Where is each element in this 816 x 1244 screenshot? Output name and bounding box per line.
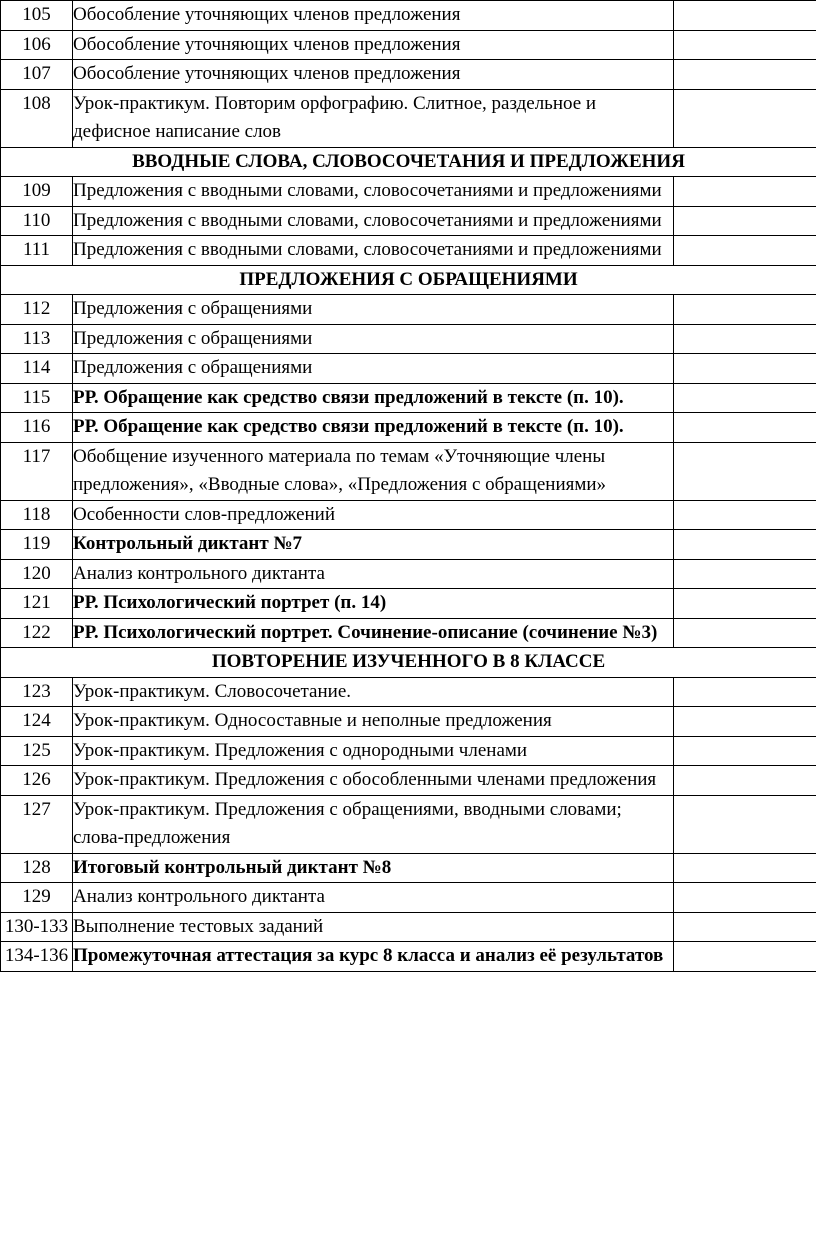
lesson-row bbox=[1, 883, 816, 913]
lesson-date-cell bbox=[674, 942, 816, 972]
section-title: ВВОДНЫЕ СЛОВА, СЛОВОСОЧЕТАНИЯ И ПРЕДЛОЖЕНИЯ bbox=[1, 147, 816, 177]
lesson-row bbox=[1, 413, 816, 443]
lesson-row bbox=[1, 324, 816, 354]
lesson-number: 107 bbox=[1, 60, 73, 90]
lesson-date-cell bbox=[674, 413, 816, 443]
lesson-number: 108 bbox=[1, 89, 73, 147]
lesson-number: 130-133 bbox=[1, 912, 73, 942]
lesson-row bbox=[1, 30, 816, 60]
lesson-topic: Урок-практикум. Предложения с обращениями, вводными словами; слова-предложения bbox=[73, 795, 674, 853]
lesson-number: 112 bbox=[1, 295, 73, 325]
lesson-row bbox=[1, 236, 816, 266]
lesson-row bbox=[1, 530, 816, 560]
lesson-topic: Промежуточная аттестация за курс 8 класса и анализ её результатов bbox=[73, 942, 674, 972]
lesson-number: 105 bbox=[1, 1, 73, 31]
lesson-row bbox=[1, 707, 816, 737]
lesson-row bbox=[1, 295, 816, 325]
lesson-date-cell bbox=[674, 442, 816, 500]
lesson-date-cell bbox=[674, 736, 816, 766]
lesson-date-cell bbox=[674, 236, 816, 266]
lesson-topic: Обобщение изученного материала по темам «Уточняющие члены предложения», «Вводные слова», «Предложения с обращениями» bbox=[73, 442, 674, 500]
lesson-row bbox=[1, 736, 816, 766]
lesson-row bbox=[1, 589, 816, 619]
lesson-date-cell bbox=[674, 677, 816, 707]
lesson-topic: Урок-практикум. Словосочетание. bbox=[73, 677, 674, 707]
lesson-date-cell bbox=[674, 912, 816, 942]
lesson-number: 106 bbox=[1, 30, 73, 60]
lesson-topic: Особенности слов-предложений bbox=[73, 500, 674, 530]
lesson-date-cell bbox=[674, 766, 816, 796]
lesson-topic: РР. Обращение как средство связи предложений в тексте (п. 10). bbox=[73, 413, 674, 443]
lesson-number: 111 bbox=[1, 236, 73, 266]
lesson-date-cell bbox=[674, 324, 816, 354]
lesson-row bbox=[1, 60, 816, 90]
lesson-number: 124 bbox=[1, 707, 73, 737]
lesson-topic: РР. Обращение как средство связи предложений в тексте (п. 10). bbox=[73, 383, 674, 413]
lesson-row bbox=[1, 206, 816, 236]
lesson-row bbox=[1, 1, 816, 31]
lesson-number: 129 bbox=[1, 883, 73, 913]
lesson-row bbox=[1, 177, 816, 207]
lesson-number: 121 bbox=[1, 589, 73, 619]
lesson-row bbox=[1, 354, 816, 384]
lesson-topic: Урок-практикум. Предложения с обособленными членами предложения bbox=[73, 766, 674, 796]
lesson-date-cell bbox=[674, 30, 816, 60]
lesson-topic: Обособление уточняющих членов предложения bbox=[73, 30, 674, 60]
lesson-number: 115 bbox=[1, 383, 73, 413]
lesson-topic: РР. Психологический портрет. Сочинение-описание (сочинение №3) bbox=[73, 618, 674, 648]
lesson-row bbox=[1, 442, 816, 500]
lesson-number: 134-136 bbox=[1, 942, 73, 972]
lesson-number: 125 bbox=[1, 736, 73, 766]
lesson-topic: Итоговый контрольный диктант №8 bbox=[73, 853, 674, 883]
lesson-row bbox=[1, 795, 816, 853]
lesson-date-cell bbox=[674, 883, 816, 913]
lesson-date-cell bbox=[674, 795, 816, 853]
lesson-date-cell bbox=[674, 500, 816, 530]
section-header-row bbox=[1, 265, 816, 295]
lesson-row bbox=[1, 383, 816, 413]
lesson-number: 109 bbox=[1, 177, 73, 207]
lesson-number: 120 bbox=[1, 559, 73, 589]
lesson-date-cell bbox=[674, 89, 816, 147]
lesson-date-cell bbox=[674, 589, 816, 619]
lesson-number: 110 bbox=[1, 206, 73, 236]
lesson-date-cell bbox=[674, 177, 816, 207]
lesson-topic: Предложения с обращениями bbox=[73, 324, 674, 354]
lesson-topic: Обособление уточняющих членов предложения bbox=[73, 1, 674, 31]
lesson-date-cell bbox=[674, 295, 816, 325]
lesson-number: 114 bbox=[1, 354, 73, 384]
lesson-number: 118 bbox=[1, 500, 73, 530]
lesson-topic: Выполнение тестовых заданий bbox=[73, 912, 674, 942]
lesson-date-cell bbox=[674, 1, 816, 31]
lesson-date-cell bbox=[674, 60, 816, 90]
section-title: ПОВТОРЕНИЕ ИЗУЧЕННОГО В 8 КЛАССЕ bbox=[1, 648, 816, 678]
lesson-topic: Урок-практикум. Односоставные и неполные предложения bbox=[73, 707, 674, 737]
lesson-topic: Анализ контрольного диктанта bbox=[73, 559, 674, 589]
lesson-topic: Обособление уточняющих членов предложения bbox=[73, 60, 674, 90]
lesson-row bbox=[1, 559, 816, 589]
lesson-number: 113 bbox=[1, 324, 73, 354]
lesson-topic: Предложения с вводными словами, словосочетаниями и предложениями bbox=[73, 177, 674, 207]
lesson-number: 117 bbox=[1, 442, 73, 500]
lesson-row bbox=[1, 500, 816, 530]
lesson-date-cell bbox=[674, 707, 816, 737]
lesson-number: 123 bbox=[1, 677, 73, 707]
section-header-row bbox=[1, 648, 816, 678]
lesson-number: 126 bbox=[1, 766, 73, 796]
lesson-number: 116 bbox=[1, 413, 73, 443]
lesson-plan-body bbox=[1, 1, 816, 972]
lesson-date-cell bbox=[674, 530, 816, 560]
lesson-topic: Предложения с обращениями bbox=[73, 354, 674, 384]
lesson-date-cell bbox=[674, 383, 816, 413]
lesson-date-cell bbox=[674, 206, 816, 236]
lesson-topic: Предложения с обращениями bbox=[73, 295, 674, 325]
lesson-date-cell bbox=[674, 559, 816, 589]
lesson-topic: Анализ контрольного диктанта bbox=[73, 883, 674, 913]
lesson-number: 127 bbox=[1, 795, 73, 853]
lesson-row bbox=[1, 677, 816, 707]
lesson-number: 122 bbox=[1, 618, 73, 648]
lesson-row bbox=[1, 766, 816, 796]
lesson-topic: Урок-практикум. Повторим орфографию. Слитное, раздельное и дефисное написание слов bbox=[73, 89, 674, 147]
lesson-row bbox=[1, 89, 816, 147]
lesson-number: 119 bbox=[1, 530, 73, 560]
lesson-date-cell bbox=[674, 618, 816, 648]
lesson-row bbox=[1, 618, 816, 648]
lesson-topic: Контрольный диктант №7 bbox=[73, 530, 674, 560]
lesson-topic: Предложения с вводными словами, словосочетаниями и предложениями bbox=[73, 236, 674, 266]
lesson-row bbox=[1, 912, 816, 942]
lesson-topic: Предложения с вводными словами, словосочетаниями и предложениями bbox=[73, 206, 674, 236]
lesson-number: 128 bbox=[1, 853, 73, 883]
lesson-row bbox=[1, 853, 816, 883]
lesson-topic: Урок-практикум. Предложения с однородными членами bbox=[73, 736, 674, 766]
section-title: ПРЕДЛОЖЕНИЯ С ОБРАЩЕНИЯМИ bbox=[1, 265, 816, 295]
lesson-row bbox=[1, 942, 816, 972]
lesson-topic: РР. Психологический портрет (п. 14) bbox=[73, 589, 674, 619]
lesson-date-cell bbox=[674, 354, 816, 384]
section-header-row bbox=[1, 147, 816, 177]
lesson-date-cell bbox=[674, 853, 816, 883]
